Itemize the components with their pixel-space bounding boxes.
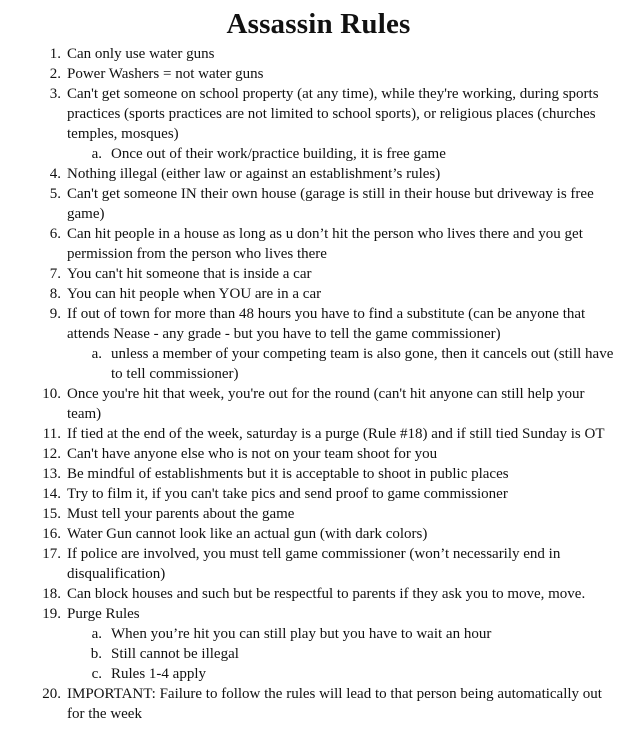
- rule-text: Power Washers = not water guns: [67, 66, 264, 82]
- rule-number: 7.: [49, 266, 61, 282]
- rule-item: [0, 384, 637, 424]
- rule-item: [0, 424, 637, 444]
- rule-text: If police are involved, you must tell game commissioner (won’t necessarily end in disqualification): [67, 546, 561, 582]
- rule-number: c.: [91, 666, 102, 682]
- rule-number: a.: [91, 346, 102, 362]
- rule-item: [0, 484, 637, 504]
- rule-item: [0, 184, 637, 224]
- rule-text: Nothing illegal (either law or against an establishment’s rules): [67, 166, 441, 182]
- rule-text: When you’re hit you can still play but you have to wait an hour: [111, 626, 492, 642]
- rule-item: [0, 684, 637, 724]
- rule-number: a.: [91, 146, 102, 162]
- rule-number: 18.: [42, 586, 61, 602]
- rule-item: [0, 164, 637, 184]
- rule-number: 14.: [42, 486, 61, 502]
- rule-number: 1.: [49, 46, 61, 62]
- sub-rule-item: [0, 664, 637, 684]
- rule-text: If out of town for more than 48 hours you have to find a substitute (can be anyone that attends Nease - any grade - but you have to tell the game commissioner): [67, 306, 586, 342]
- rule-number: 5.: [49, 186, 61, 202]
- document-title: Assassin Rules: [226, 8, 411, 40]
- rule-text: IMPORTANT: Failure to follow the rules will lead to that person being automatically out for the week: [67, 686, 602, 722]
- rule-text: Once you're hit that week, you're out for the round (can't hit anyone can still help your team): [67, 386, 585, 422]
- rule-text: Can hit people in a house as long as u don’t hit the person who lives there and you get permission from the person who lives there: [67, 226, 583, 262]
- rule-text: You can hit people when YOU are in a car: [67, 286, 322, 302]
- rule-item: [0, 604, 637, 624]
- rule-number: 17.: [42, 546, 61, 562]
- rule-text: Water Gun cannot look like an actual gun (with dark colors): [67, 526, 428, 542]
- rule-text: Can't have anyone else who is not on your team shoot for you: [67, 446, 438, 462]
- rule-item: [0, 544, 637, 584]
- sub-rule-item: [0, 644, 637, 664]
- rule-item: [0, 464, 637, 484]
- rule-item: [0, 524, 637, 544]
- rule-text: Still cannot be illegal: [111, 646, 239, 662]
- rule-text: Can't get someone on school property (at any time), while they're working, during sports practices (sports practices are not limited to school sports), or religious places (churches temples, mosques): [67, 86, 599, 142]
- rule-text: Try to film it, if you can't take pics and send proof to game commissioner: [67, 486, 508, 502]
- sub-rule-item: [0, 344, 637, 384]
- rule-number: b.: [90, 646, 102, 662]
- rule-text: Can block houses and such but be respectful to parents if they ask you to move, move.: [67, 586, 586, 602]
- rule-number: 16.: [42, 526, 61, 542]
- rule-number: 15.: [42, 506, 61, 522]
- rule-number: 13.: [42, 466, 61, 482]
- rule-text: Purge Rules: [67, 606, 140, 622]
- rule-item: [0, 64, 637, 84]
- rule-item: [0, 84, 637, 144]
- rule-number: 2.: [49, 66, 61, 82]
- rule-number: 4.: [49, 166, 61, 182]
- rule-number: 8.: [49, 286, 61, 302]
- rule-item: [0, 584, 637, 604]
- rule-item: [0, 444, 637, 464]
- sub-rule-item: [0, 144, 637, 164]
- sub-rule-item: [0, 624, 637, 644]
- rules-list: [0, 44, 637, 724]
- rule-text: Once out of their work/practice building, it is free game: [111, 146, 446, 162]
- rule-number: 9.: [49, 306, 61, 322]
- rule-number: 10.: [42, 386, 61, 402]
- rule-text: Can't get someone IN their own house (garage is still in their house but driveway is free game): [67, 186, 594, 222]
- rule-number: 11.: [42, 426, 61, 442]
- rule-number: 6.: [49, 226, 61, 242]
- rule-text: unless a member of your competing team is also gone, then it cancels out (still have to tell commissioner): [111, 346, 614, 382]
- rule-text: Be mindful of establishments but it is acceptable to shoot in public places: [67, 466, 509, 482]
- rule-number: 19.: [42, 606, 61, 622]
- rule-number: 20.: [42, 686, 61, 702]
- rule-item: [0, 304, 637, 344]
- rule-text: If tied at the end of the week, saturday is a purge (Rule #18) and if still tied Sunday is OT: [67, 426, 605, 442]
- rule-item: [0, 504, 637, 524]
- rule-text: You can't hit someone that is inside a car: [67, 266, 312, 282]
- rule-item: [0, 44, 637, 64]
- rule-text: Can only use water guns: [67, 46, 215, 62]
- rule-text: Must tell your parents about the game: [67, 506, 295, 522]
- rule-number: 3.: [49, 86, 61, 102]
- rule-number: a.: [91, 626, 102, 642]
- rule-number: 12.: [42, 446, 61, 462]
- rule-text: Rules 1-4 apply: [111, 666, 206, 682]
- rule-item: [0, 264, 637, 284]
- rule-item: [0, 224, 637, 264]
- rule-item: [0, 284, 637, 304]
